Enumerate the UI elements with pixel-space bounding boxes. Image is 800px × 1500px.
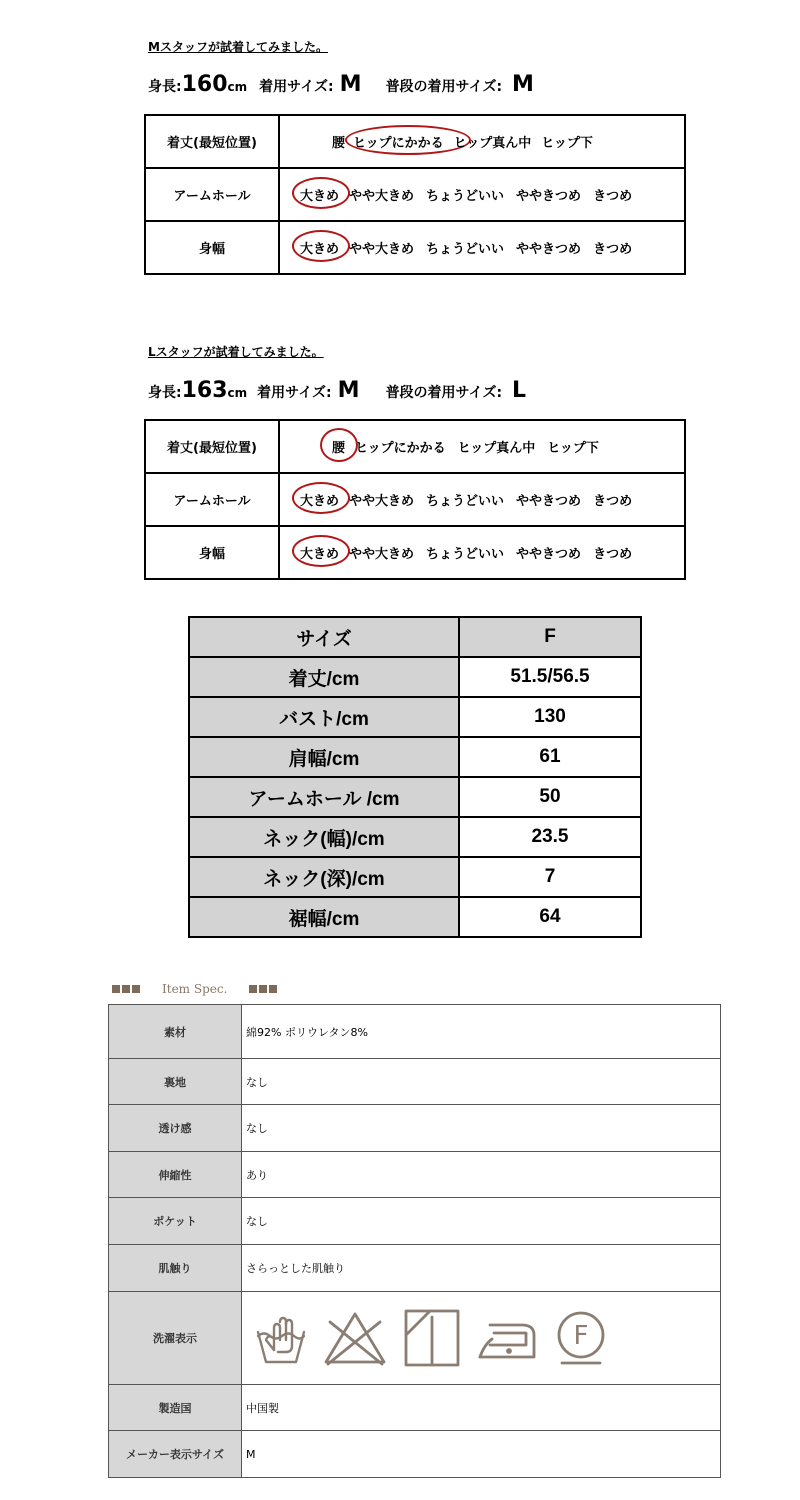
fit-row-options: [279, 168, 685, 221]
fit-option: ヒップ真ん中: [453, 136, 532, 151]
spec-key: 裏地: [109, 1059, 242, 1105]
fit-option: ややきつめ: [516, 242, 582, 257]
size-header-value: F: [459, 617, 641, 657]
fit-row-options: [279, 115, 685, 168]
spec-value: なし: [242, 1059, 721, 1105]
size-row: [189, 737, 641, 777]
size-row-key: 肩幅/cm: [189, 737, 459, 777]
size-row-key: ネック(幅)/cm: [189, 817, 459, 857]
size-row-key: バスト/cm: [189, 697, 459, 737]
dry-clean-letter: F: [573, 1321, 589, 1351]
fit-row-label: 着丈(最短位置): [145, 115, 279, 168]
spec-key: 伸縮性: [109, 1152, 242, 1198]
fit-row-width: [145, 221, 685, 274]
spec-key: 製造国: [109, 1385, 242, 1431]
size-row: [189, 857, 641, 897]
size-row-value: 61: [459, 737, 641, 777]
spec-value: なし: [242, 1105, 721, 1152]
fit-option: ちょうどいい: [426, 547, 505, 562]
fit-row-length: [145, 420, 685, 473]
height-unit: cm: [227, 80, 248, 94]
fit-row-label: アームホール: [145, 168, 279, 221]
height-value: 163: [181, 378, 228, 403]
care-icons: [242, 1292, 721, 1385]
spec-row: [109, 1198, 721, 1245]
fit-option-selected: 大きめ: [300, 238, 339, 257]
spec-value: あり: [242, 1152, 721, 1198]
spec-key: ポケット: [109, 1198, 242, 1245]
fit-option-selected: 大きめ: [300, 490, 339, 509]
selection-circle: [292, 177, 350, 209]
item-spec-heading: [112, 982, 279, 996]
fit-option: ややきつめ: [516, 494, 582, 509]
fit-row-label: 着丈(最短位置): [145, 420, 279, 473]
square-icon: [122, 985, 130, 993]
usual-size-label: 普段の着用サイズ:: [385, 79, 503, 95]
size-table: [188, 616, 642, 938]
size-row-value: 50: [459, 777, 641, 817]
spec-row: [109, 1245, 721, 1292]
iron-low-icon: [476, 1315, 538, 1361]
worn-size-value: M: [337, 378, 360, 403]
height-value: 160: [181, 72, 228, 97]
spec-row: [109, 1152, 721, 1198]
size-row: [189, 657, 641, 697]
staff-m-info: [148, 72, 534, 97]
selection-circle: [292, 230, 350, 262]
fit-option: ヒップ下: [547, 441, 599, 456]
fit-option: ちょうどいい: [426, 494, 505, 509]
fit-row-length: [145, 115, 685, 168]
fit-option: やや大きめ: [349, 189, 415, 204]
fit-row-options: [279, 420, 685, 473]
spec-key: 素材: [109, 1005, 242, 1059]
spec-value: M: [242, 1431, 721, 1478]
hand-wash-icon: [254, 1310, 308, 1366]
drip-dry-shade-icon: [402, 1307, 462, 1369]
fit-option: やや大きめ: [349, 547, 415, 562]
item-spec-table: [108, 1004, 721, 1478]
selection-circle: [292, 482, 350, 514]
square-icon: [112, 985, 120, 993]
fit-row-options: [279, 221, 685, 274]
spec-key: 肌触り: [109, 1245, 242, 1292]
spec-key: 透け感: [109, 1105, 242, 1152]
size-row: [189, 897, 641, 937]
staff-l-info: [148, 378, 526, 403]
fit-option: ややきつめ: [516, 189, 582, 204]
usual-size-label: 普段の着用サイズ:: [385, 385, 503, 401]
size-row-value: 64: [459, 897, 641, 937]
size-row: [189, 817, 641, 857]
selection-circle: [345, 125, 471, 155]
spec-value: さらっとした肌触り: [242, 1245, 721, 1292]
spec-row: [109, 1431, 721, 1478]
selection-circle: [292, 535, 350, 567]
fit-row-armhole: [145, 473, 685, 526]
fit-option: ちょうどいい: [426, 242, 505, 257]
worn-size-label: 着用サイズ:: [259, 79, 334, 95]
size-row-value: 7: [459, 857, 641, 897]
size-table-header: [189, 617, 641, 657]
fit-option-selected: ヒップにかかる: [353, 132, 444, 151]
square-icon: [132, 985, 140, 993]
staff-m-title: Mスタッフが試着してみました。: [148, 40, 328, 54]
height-unit: cm: [227, 386, 248, 400]
spec-value: なし: [242, 1198, 721, 1245]
staff-m-fit-table: [144, 114, 686, 275]
fit-option: きつめ: [593, 242, 633, 257]
fit-option-selected: 腰: [332, 437, 345, 456]
spec-row: [109, 1385, 721, 1431]
selection-circle: [320, 428, 358, 462]
fit-option: ややきつめ: [516, 547, 582, 562]
size-row-key: アームホール /cm: [189, 777, 459, 817]
fit-option-selected: 大きめ: [300, 543, 339, 562]
staff-l-title: Lスタッフが試着してみました。: [148, 345, 324, 359]
fit-option: きつめ: [593, 189, 633, 204]
usual-size-value: M: [512, 72, 534, 97]
spec-row: [109, 1105, 721, 1152]
fit-row-options: [279, 473, 685, 526]
spec-row-care: [109, 1292, 721, 1385]
fit-option: やや大きめ: [349, 494, 415, 509]
fit-row-label: アームホール: [145, 473, 279, 526]
size-row-value: 51.5/56.5: [459, 657, 641, 697]
fit-option: ヒップ下: [541, 136, 593, 151]
worn-size-label: 着用サイズ:: [257, 385, 332, 401]
spec-key: 洗濯表示: [109, 1292, 242, 1385]
size-row-key: ネック(深)/cm: [189, 857, 459, 897]
usual-size-value: L: [512, 378, 527, 403]
worn-size-value: M: [339, 72, 362, 97]
size-header-key: サイズ: [189, 617, 459, 657]
height-label: 身長:: [148, 385, 182, 401]
fit-option: きつめ: [593, 494, 633, 509]
fit-row-armhole: [145, 168, 685, 221]
fit-option-selected: 大きめ: [300, 185, 339, 204]
fit-row-label: 身幅: [145, 221, 279, 274]
fit-option: 腰: [332, 136, 346, 151]
square-icon: [249, 985, 257, 993]
fit-row-label: 身幅: [145, 526, 279, 579]
fit-row-options: [279, 526, 685, 579]
spec-key: メーカー表示サイズ: [109, 1431, 242, 1478]
fit-option: きつめ: [593, 547, 633, 562]
spec-row: [109, 1005, 721, 1059]
size-row: [189, 777, 641, 817]
size-row-key: 着丈/cm: [189, 657, 459, 697]
spec-value: 中国製: [242, 1385, 721, 1431]
size-row-value: 130: [459, 697, 641, 737]
fit-option: やや大きめ: [349, 242, 415, 257]
size-row-key: 裾幅/cm: [189, 897, 459, 937]
staff-l-fit-table: [144, 419, 686, 580]
spec-value: 綿92% ポリウレタン8%: [242, 1005, 721, 1059]
item-spec-title: Item Spec.: [162, 982, 228, 996]
fit-option: ちょうどいい: [426, 189, 505, 204]
square-icon: [259, 985, 267, 993]
fit-option: ヒップにかかる: [355, 441, 446, 456]
dry-clean-f-icon: [552, 1309, 610, 1367]
square-icon: [269, 985, 277, 993]
spec-row: [109, 1059, 721, 1105]
size-row-value: 23.5: [459, 817, 641, 857]
no-bleach-icon: [322, 1310, 388, 1366]
height-label: 身長:: [148, 79, 182, 95]
fit-option: ヒップ真ん中: [457, 441, 536, 456]
size-row: [189, 697, 641, 737]
fit-row-width: [145, 526, 685, 579]
